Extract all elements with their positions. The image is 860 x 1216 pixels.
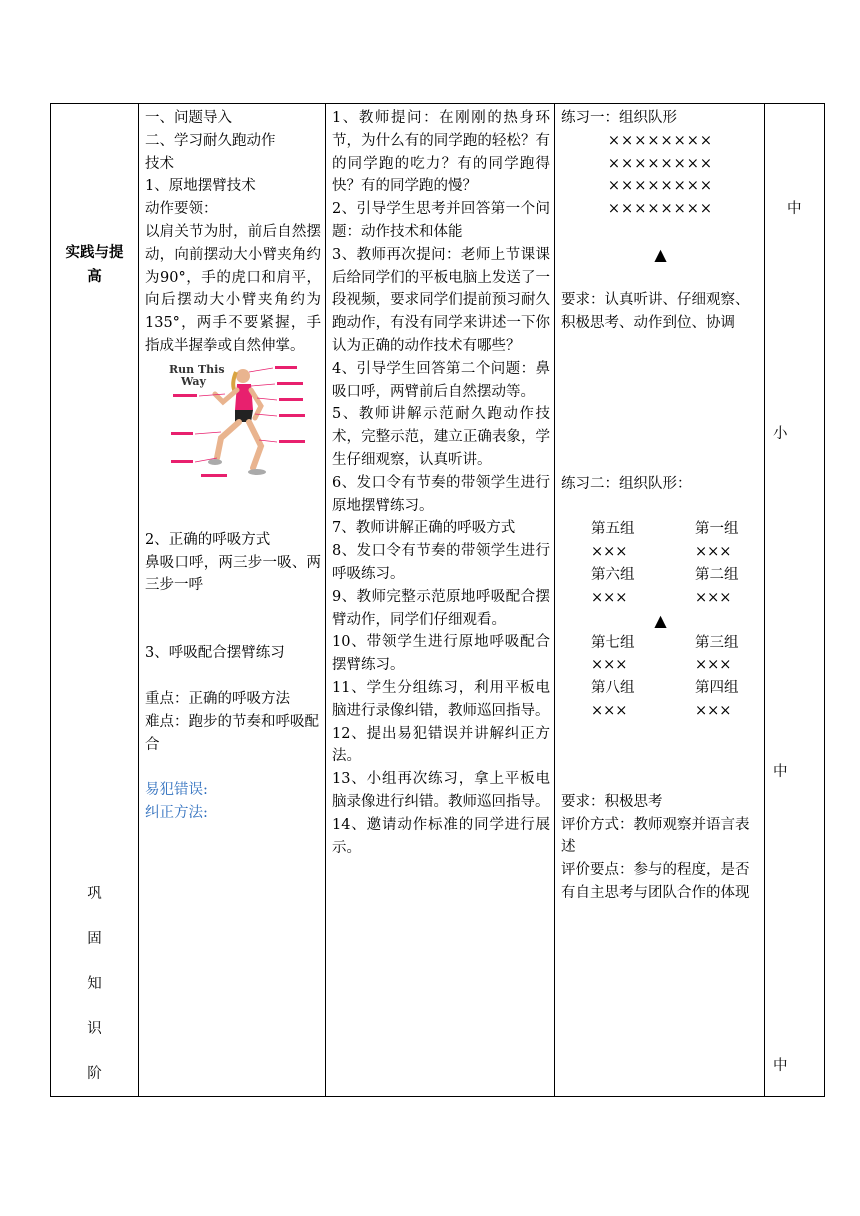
group-left: ××× [591, 544, 628, 561]
group-right: 第二组 [695, 566, 739, 583]
correction-label: 纠正方法: [145, 805, 208, 822]
teacher-step: 9、教师完整示范原地呼吸配合摆臂动作，同学们仔细观看。 [332, 588, 550, 628]
practice2-title: 练习二：组织队形： [561, 475, 692, 492]
group-right: 第三组 [695, 634, 739, 651]
group-left: ××× [591, 657, 628, 674]
teacher-step: 13、小组再次练习，拿上平板电脑录像进行纠错。教师巡回指导。 [332, 771, 550, 810]
stage-practice-line1: 实践与提 [65, 245, 124, 261]
group-right: ××× [695, 544, 732, 561]
group-left: ××× [591, 702, 628, 719]
mistakes-label: 易犯错误: [145, 782, 208, 799]
intensity-level: 小 [773, 426, 788, 442]
teacher-step: 4、引导学生回答第二个问题：鼻吸口呼，两臂前后自然摆动等。 [332, 360, 550, 400]
group-row [561, 541, 760, 564]
intensity-level: 中 [787, 201, 802, 217]
difficulty: 难点：跑步的节奏和呼吸配合 [145, 713, 319, 753]
intensity-column [765, 104, 825, 1096]
formation-row: ×××××××× [607, 155, 714, 172]
group-row [561, 700, 760, 723]
group-left: 第五组 [591, 521, 635, 538]
teacher-step: 6、发口令有节奏的带领学生进行原地摆臂练习。 [332, 474, 550, 514]
key-point: 重点：正确的呼吸方法 [145, 690, 290, 707]
group-formation-top [561, 518, 760, 609]
teacher-marker-icon: ▲ [654, 610, 667, 630]
content-line: 二、学习耐久跑动作 [145, 132, 276, 149]
running-figure-image [165, 362, 317, 486]
group-row [561, 654, 760, 677]
content-line: 动作要领： [145, 201, 218, 218]
figure-title-line1: Run This [169, 362, 225, 376]
group-right: ××× [695, 702, 732, 719]
intensity-level: 中 [773, 764, 788, 780]
group-left: 第六组 [591, 566, 635, 583]
stage-char: 固 [87, 931, 102, 947]
requirement2: 要求：积极思考 [561, 793, 663, 810]
teacher-step: 12、提出易犯错误并讲解纠正方法。 [332, 725, 550, 765]
teacher-column [326, 104, 554, 1096]
stage-consolidate-label [51, 872, 138, 1096]
group-right: 第一组 [695, 521, 739, 538]
breathing-title: 2、正确的呼吸方式 [145, 531, 271, 548]
evaluation-points: 评价要点：参与的程度，是否有自主思考与团队合作的体现 [561, 862, 750, 901]
group-right: ××× [695, 657, 732, 674]
arm-swing-description: 以肩关节为肘，前后自然摆动，向前摆动大小臂夹角约为90°，手的虎口和肩平，向后摆动大小臂夹角约为135°，两手不要紧握，手指成半握拳或自然伸掌。 [145, 223, 321, 354]
group-left: 第八组 [591, 680, 635, 697]
figure-title-line2: Way [181, 374, 206, 388]
teacher-marker-icon: ▲ [654, 244, 667, 264]
organization-column [555, 104, 764, 1096]
stage-practice-line2: 高 [87, 269, 102, 285]
group-formation-bottom [561, 632, 760, 723]
practice1-title: 练习一：组织队形 [561, 110, 677, 126]
stage-char: 巩 [87, 886, 102, 902]
group-row [561, 677, 760, 700]
stage-column [51, 104, 138, 1096]
formation-row: ×××××××× [607, 178, 714, 195]
requirement1: 要求：认真听讲、仔细观察、积极思考、动作到位、协调 [561, 291, 750, 331]
group-left: ××× [591, 589, 628, 606]
combined-practice-title: 3、呼吸配合摆臂练习 [145, 645, 285, 662]
formation-row: ×××××××× [607, 132, 714, 149]
formation-row: ×××××××× [607, 201, 714, 218]
teacher-step: 2、引导学生思考并回答第一个问题：动作技术和体能 [332, 201, 550, 240]
teacher-step: 11、学生分组练习，利用平板电脑进行录像纠错，教师巡回指导。 [332, 679, 550, 719]
stage-char: 知 [87, 976, 102, 992]
teacher-step: 14、邀请动作标准的同学进行展示。 [332, 816, 550, 856]
teacher-step: 8、发口令有节奏的带领学生进行呼吸练习。 [332, 543, 550, 582]
content-line: 技术 [145, 155, 174, 172]
content-column [139, 104, 325, 1096]
breathing-text: 鼻吸口呼，两三步一吸、两三步一呼 [145, 554, 321, 594]
teacher-step: 1、教师提问：在刚刚的热身环节，为什么有的同学跑的轻松？有的同学跑的吃力？有的同学跑得快？有的同学跑的慢？ [332, 110, 550, 195]
group-row [561, 632, 760, 655]
group-row [561, 564, 760, 587]
stage-char: 阶 [87, 1066, 102, 1082]
lesson-plan-table [50, 103, 825, 1097]
group-right: ××× [695, 589, 732, 606]
teacher-step: 5、教师讲解示范耐久跑动作技术，完整示范，建立正确表象，学生仔细观察，认真听讲。 [332, 406, 550, 468]
group-row [561, 587, 760, 610]
teacher-step: 3、教师再次提问：老师上节课课后给同学们的平板电脑上发送了一段视频，要求同学们提前预习耐久跑动作，有没有同学来讲述一下你认为正确的动作技术有哪些？ [332, 246, 550, 354]
intensity-level: 中 [773, 1058, 788, 1074]
content-line: 1、原地摆臂技术 [145, 178, 256, 195]
content-line: 一、问题导入 [145, 110, 232, 126]
evaluation-method: 评价方式：教师观察并语言表述 [561, 816, 750, 856]
group-right: 第四组 [695, 680, 739, 697]
group-row [561, 518, 760, 541]
group-left: 第七组 [591, 634, 635, 651]
teacher-step: 7、教师讲解正确的呼吸方式 [332, 520, 516, 537]
stage-char: 识 [87, 1021, 102, 1037]
teacher-step: 10、带领学生进行原地呼吸配合摆臂练习。 [332, 634, 550, 674]
stage-practice-label [51, 241, 138, 289]
